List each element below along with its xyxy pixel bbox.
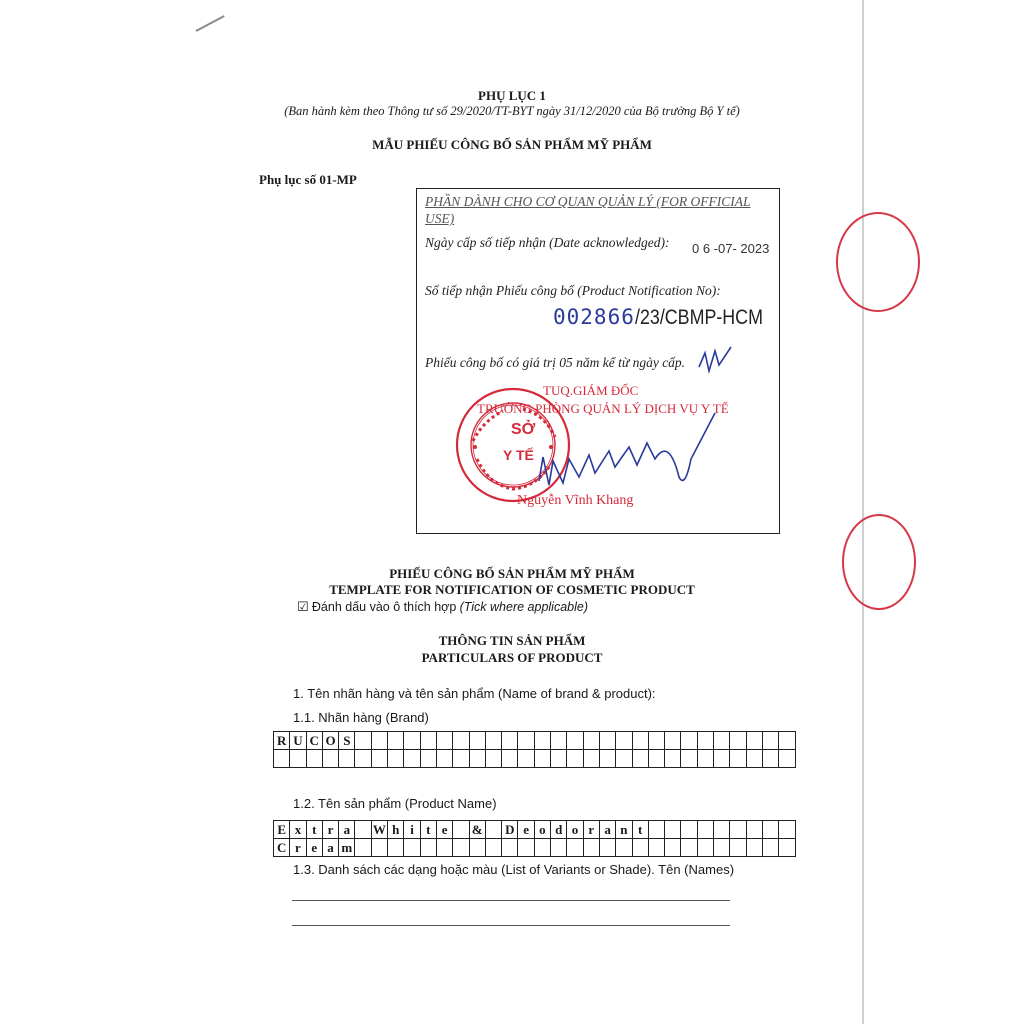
stamp-text-so: SỞ [511,421,536,438]
brand-grid-cell [665,750,681,768]
product-grid-cell [746,839,762,857]
brand-grid-cell: S [339,732,355,750]
brand-grid-cell [355,750,371,768]
product-grid-cell: E [274,821,290,839]
product-grid-cell [714,821,730,839]
product-grid-cell [567,839,583,857]
template-title-vi: PHIẾU CÔNG BỐ SẢN PHẨM MỸ PHẨM [389,566,635,581]
product-grid-cell: r [290,839,306,857]
notification-number-suffix: /23/CBMP-HCM [634,306,763,329]
product-grid-cell: r [583,821,599,839]
product-grid-cell: a [322,839,338,857]
brand-grid-cell [371,732,387,750]
brand-grid-cell [730,732,746,750]
brand-grid-cell [762,732,778,750]
brand-grid-cell [599,732,615,750]
product-grid-cell [404,839,420,857]
product-grid-cell: o [534,821,550,839]
brand-grid-row [274,732,796,750]
product-grid-cell [551,839,567,857]
pen-mark [196,15,225,32]
date-acknowledged-label: Ngày cấp số tiếp nhận (Date acknowledged): [425,235,670,250]
product-grid-cell: D [502,821,518,839]
product-grid-cell: n [616,821,632,839]
product-grid-cell: m [339,839,355,857]
brand-grid-cell [436,732,452,750]
product-grid-cell [665,839,681,857]
product-grid-cell [681,821,697,839]
product-grid-cell: e [436,821,452,839]
brand-grid-cell [322,750,338,768]
product-grid-cell [599,839,615,857]
product-grid-cell: t [632,821,648,839]
brand-grid-cell [779,750,795,768]
brand-grid-cell [518,732,534,750]
brand-grid-cell [762,750,778,768]
brand-grid-cell [648,750,664,768]
product-grid-cell [420,839,436,857]
product-grid-cell [730,839,746,857]
brand-grid-cell [534,750,550,768]
stamp-text-yte: Y TẾ [503,447,534,463]
product-grid-cell [371,839,387,857]
brand-grid-cell [502,750,518,768]
brand-grid-cell [583,732,599,750]
item-1-label: 1. Tên nhãn hàng và tên sản phẩm (Name of brand & product): [293,686,656,701]
brand-grid-cell [616,750,632,768]
product-grid-cell: r [322,821,338,839]
product-grid-cell [355,821,371,839]
brand-grid-cell [730,750,746,768]
official-heading-1: PHẦN DÀNH CHO CƠ QUAN QUẢN LÝ (FOR OFFICIAL [425,194,751,209]
brand-grid-cell [714,750,730,768]
brand-grid-cell [632,732,648,750]
brand-grid-cell [404,732,420,750]
brand-grid-cell: O [322,732,338,750]
brand-grid-cell [746,732,762,750]
initial-signature [695,343,735,377]
brand-grid-cell [567,732,583,750]
brand-grid-cell [697,732,713,750]
brand-grid-cell: R [274,732,290,750]
product-grid-cell [485,839,501,857]
product-grid-cell [697,839,713,857]
brand-grid-cell [567,750,583,768]
product-grid-cell: x [290,821,306,839]
product-grid-cell [648,821,664,839]
product-grid-cell [388,839,404,857]
product-grid-cell [485,821,501,839]
particulars-title-vi: THÔNG TIN SẢN PHẨM [438,633,586,648]
brand-grid-cell [681,732,697,750]
brand-grid-cell [599,750,615,768]
signer-title-2: TRƯỞNG PHÒNG QUẢN LÝ DỊCH VỤ Y TẾ [477,401,729,416]
product-grid [273,820,796,857]
product-grid-cell: & [469,821,485,839]
brand-grid-cell [502,732,518,750]
brand-grid-cell [469,750,485,768]
brand-grid-cell [697,750,713,768]
item-1-3-label: 1.3. Danh sách các dạng hoặc màu (List of Variants or Shade). Tên (Names) [293,862,735,877]
brand-grid-cell [632,750,648,768]
product-grid-cell [616,839,632,857]
brand-grid-cell [583,750,599,768]
validity-note: Phiếu công bố có giá trị 05 năm kể từ ngày cấp. [425,355,686,370]
brand-grid-cell [306,750,322,768]
brand-grid-row [274,750,796,768]
brand-grid-cell [371,750,387,768]
product-grid-row [274,821,796,839]
date-acknowledged-value: 0 6 -07- 2023 [692,241,770,256]
product-grid-cell [453,839,469,857]
brand-grid-cell [355,732,371,750]
brand-grid-cell [485,732,501,750]
brand-grid-cell [453,750,469,768]
product-grid-cell [779,839,795,857]
director-signature [529,407,719,497]
brand-grid-cell [551,732,567,750]
brand-grid-cell [274,750,290,768]
product-grid-row [274,839,796,857]
variants-line-2 [292,925,730,926]
official-use-box [416,188,780,534]
brand-grid-cell [681,750,697,768]
brand-grid-cell [534,732,550,750]
tick-instruction-en: (Tick where applicable) [459,600,588,614]
product-grid-cell: o [567,821,583,839]
brand-grid-cell [616,732,632,750]
product-grid-cell [762,839,778,857]
brand-grid-cell [404,750,420,768]
product-grid-cell: d [551,821,567,839]
annex-note: (Ban hành kèm theo Thông tư số 29/2020/TT-BYT ngày 31/12/2020 của Bộ trưởng Bộ Y tế) [284,104,740,118]
brand-grid-cell [714,732,730,750]
product-grid-cell: e [306,839,322,857]
brand-grid-cell [648,732,664,750]
product-grid-cell [534,839,550,857]
brand-grid-cell [665,732,681,750]
product-grid-cell [453,821,469,839]
signer-name: Nguyễn Vĩnh Khang [517,493,634,508]
product-grid-cell: t [420,821,436,839]
checkbox-checked-icon: ☑ [297,600,309,615]
product-grid-cell: h [388,821,404,839]
tick-instruction [297,599,588,615]
product-grid-cell [518,839,534,857]
product-grid-cell: t [306,821,322,839]
product-grid-cell [436,839,452,857]
product-grid-cell [355,839,371,857]
brand-grid-cell [339,750,355,768]
brand-grid-cell [746,750,762,768]
notification-number-label: Số tiếp nhận Phiếu công bố (Product Notification No): [425,283,721,298]
product-grid-cell [714,839,730,857]
particulars-title-en: PARTICULARS OF PRODUCT [421,650,603,665]
form-title: MẪU PHIẾU CÔNG BỐ SẢN PHẨM MỸ PHẨM [372,137,652,152]
product-grid-cell [697,821,713,839]
brand-grid-cell [453,732,469,750]
brand-grid-cell [290,750,306,768]
product-grid-cell: C [274,839,290,857]
product-grid-cell [746,821,762,839]
notification-number-value: 002866 [553,305,635,329]
product-grid-cell [648,839,664,857]
brand-grid-cell [420,750,436,768]
brand-grid-cell [388,750,404,768]
product-grid-cell [583,839,599,857]
item-1-1-label: 1.1. Nhãn hàng (Brand) [293,710,429,725]
brand-grid-cell [551,750,567,768]
appendix-number: Phụ lục số 01-MP [259,172,357,187]
product-grid-cell [762,821,778,839]
brand-grid-cell [779,732,795,750]
brand-grid-cell [388,732,404,750]
product-grid-cell: e [518,821,534,839]
signer-title-1: TUQ.GIÁM ĐỐC [543,383,639,398]
brand-grid-cell [518,750,534,768]
product-grid-cell [681,839,697,857]
product-grid-cell: a [599,821,615,839]
product-grid-cell [469,839,485,857]
brand-grid-cell [485,750,501,768]
edge-stamp-top [836,212,920,312]
product-grid-cell: i [404,821,420,839]
brand-grid-cell [469,732,485,750]
variants-line-1 [292,900,730,901]
item-1-2-label: 1.2. Tên sản phẩm (Product Name) [293,796,497,811]
annex-title: PHỤ LỤC 1 [478,88,546,103]
brand-grid [273,731,796,768]
brand-grid-cell [420,732,436,750]
template-title-en: TEMPLATE FOR NOTIFICATION OF COSMETIC PRODUCT [329,582,695,597]
brand-grid-cell: U [290,732,306,750]
product-grid-cell [779,821,795,839]
brand-grid-cell: C [306,732,322,750]
notification-number [553,305,785,330]
product-grid-cell [665,821,681,839]
product-grid-cell [632,839,648,857]
product-grid-cell: a [339,821,355,839]
brand-grid-cell [436,750,452,768]
product-grid-cell: W [372,821,386,837]
product-grid-cell [502,839,518,857]
tick-instruction-vi: Đánh dấu vào ô thích hợp [311,600,457,614]
paper-edge [862,0,864,1024]
official-heading-2: USE) [425,211,455,226]
product-grid-cell [730,821,746,839]
